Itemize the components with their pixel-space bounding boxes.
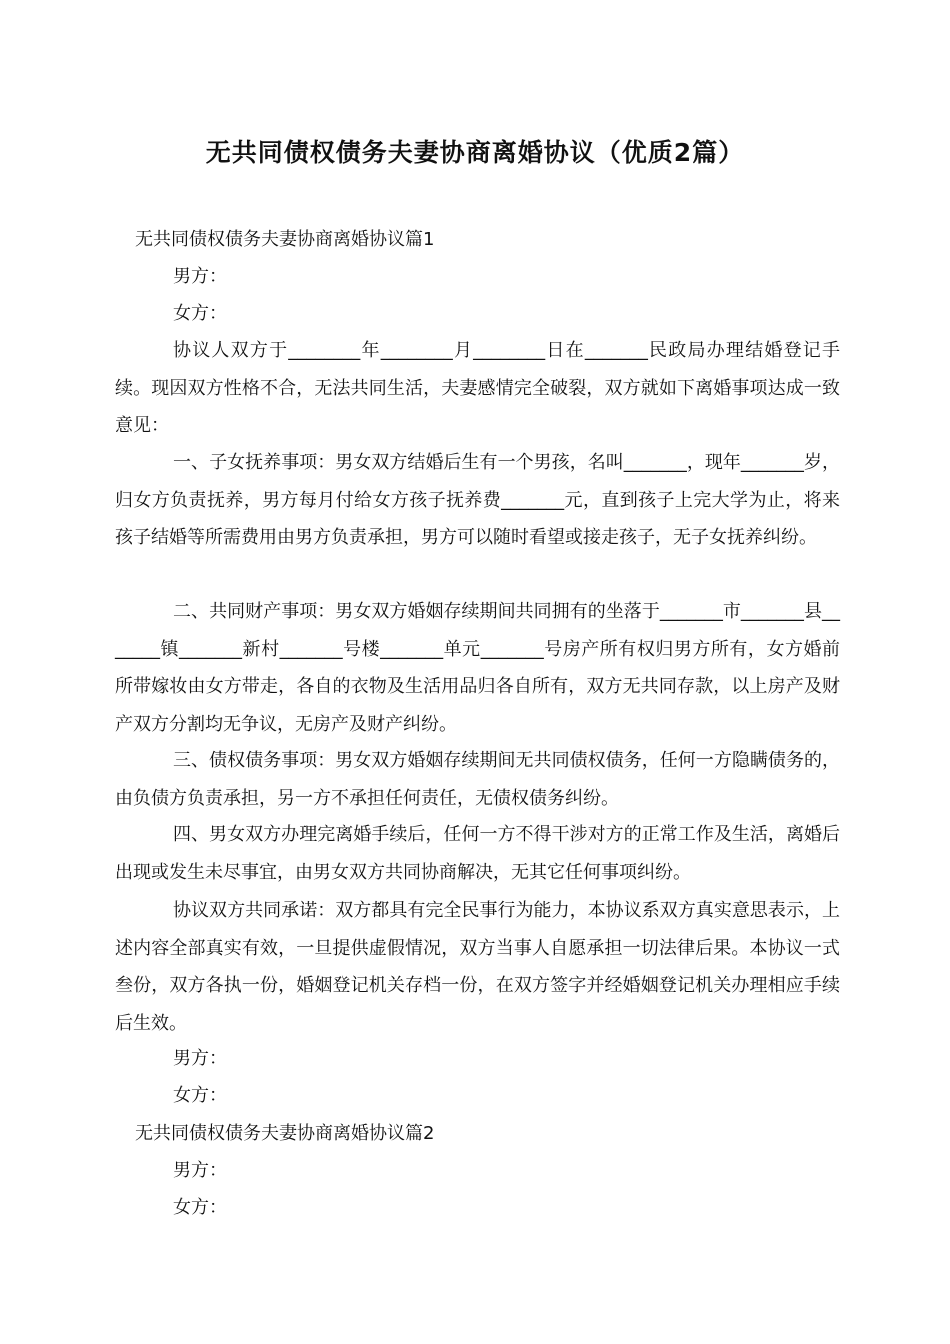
- intro-paragraph: 协议人双方于________年________月________日在_______民政局办理结婚登记手续。现因双方性格不合，无法共同生活，夫妻感情完全破裂，双方就如下离婚事项达成一致意见：: [115, 340, 840, 436]
- husband-label-2: 男方：: [173, 1160, 227, 1181]
- debt-paragraph: 三、债权债务事项：男女双方婚姻存续期间无共同债权债务，任何一方隐瞒债务的，由负债方负责承担，另一方不承担任何责任，无债权债务纠纷。: [115, 750, 840, 809]
- wife-label: 女方：: [173, 303, 227, 324]
- commitment-paragraph: 协议双方共同承诺：双方都具有完全民事行为能力，本协议系双方真实意思表示，上述内容全部真实有效，一旦提供虚假情况，双方当事人自愿承担一切法律后果。本协议一式叁份，双方各执一份，婚姻登记机关存档一份，在双方签字并经婚姻登记机关办理相应手续后生效。: [115, 900, 840, 1034]
- wife-label-2: 女方：: [173, 1197, 227, 1218]
- section-heading-2: 无共同债权债务夫妻协商离婚协议篇2: [135, 1123, 435, 1144]
- section-heading-1: 无共同债权债务夫妻协商离婚协议篇1: [135, 229, 435, 250]
- property-paragraph: 二、共同财产事项：男女双方婚姻存续期间共同拥有的坐落于_______市_______县_______镇_______新村_______号楼_______单元_______号房产所有权归男方所有，女方婚前所带嫁妆由女方带走，各自的衣物及生活用品归各自所有，双方无共同存款，以上房产及财产双方分割均无争议，无房产及财产纠纷。: [115, 601, 840, 735]
- signature-husband-label: 男方：: [173, 1048, 227, 1069]
- signature-wife-label: 女方：: [173, 1085, 227, 1106]
- child-custody-paragraph: 一、子女抚养事项：男女双方结婚后生有一个男孩，名叫_______，现年_______岁，归女方负责抚养，男方每月付给女方孩子抚养费_______元，直到孩子上完大学为止，将来孩子结婚等所需费用由男方负责承担，男方可以随时看望或接走孩子，无子女抚养纠纷。: [115, 452, 840, 548]
- husband-label: 男方：: [173, 266, 227, 287]
- post-divorce-paragraph: 四、男女双方办理完离婚手续后，任何一方不得干涉对方的正常工作及生活，离婚后出现或发生未尽事宜，由男女双方共同协商解决，无其它任何事项纠纷。: [115, 824, 840, 883]
- document-title: 无共同债权债务夫妻协商离婚协议（优质2篇）: [205, 138, 745, 167]
